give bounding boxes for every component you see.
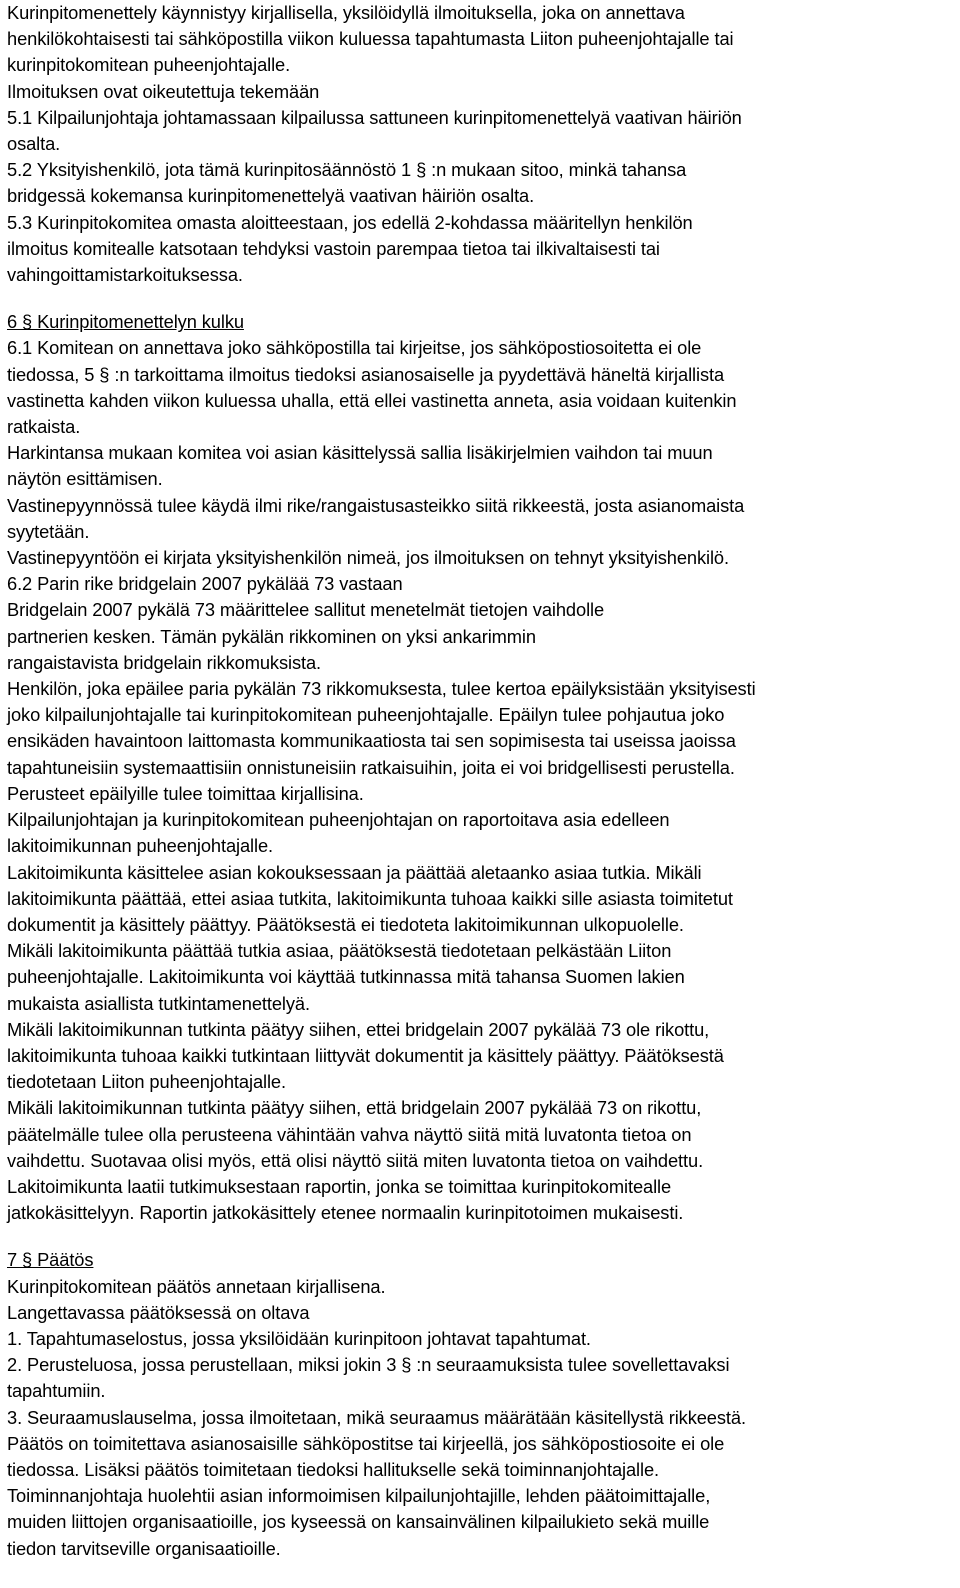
text-line: Henkilön, joka epäilee paria pykälän 73 rikkomuksesta, tulee kertoa epäilyksistään yksityisesti: [7, 678, 756, 700]
text-line: Ilmoituksen ovat oikeutettuja tekemään: [7, 80, 320, 102]
text-line: lakitoimikunnan puheenjohtajalle.: [7, 835, 274, 857]
text-line: Toiminnanjohtaja huolehtii asian informoimisen kilpailunjohtajille, lehden päätoimittajalle,: [7, 1485, 711, 1507]
text-line: mukaista asiallista tutkintamenettelyä.: [7, 992, 310, 1014]
text-line: Kurinpitokomitean päätös annetaan kirjallisena.: [7, 1275, 386, 1297]
text-line: 5.3 Kurinpitokomitea omasta aloitteestaan, jos edellä 2-kohdassa määritellyn henkilön: [7, 211, 693, 233]
text-line: 1. Tapahtumaselostus, jossa yksilöidään kurinpitoon johtavat tapahtumat.: [7, 1327, 591, 1349]
text-line: Lakitoimikunta laatii tutkimuksestaan raportin, jonka se toimittaa kurinpitokomitealle: [7, 1175, 672, 1197]
text-line: kurinpitokomitean puheenjohtajalle.: [7, 54, 291, 76]
text-line: Mikäli lakitoimikunnan tutkinta päätyy siihen, että bridgelain 2007 pykälää 73 on rikottu,: [7, 1097, 702, 1119]
section-6-text: [7, 335, 950, 1226]
text-line: muiden liittojen organisaatioille, jos kyseessä on kansainvälinen kilpailukieto sekä muille: [7, 1511, 710, 1533]
text-line: 6.1 Komitean on annettava joko sähköpostilla tai kirjeitse, jos sähköpostiosoitetta ei ole: [7, 337, 702, 359]
text-line: Langettavassa päätöksessä on oltava: [7, 1301, 310, 1323]
text-line: dokumentit ja käsittely päättyy. Päätöksestä ei tiedoteta lakitoimikunnan ulkopuolelle.: [7, 913, 684, 935]
text-line: Perusteet epäilyille tulee toimittaa kirjallisina.: [7, 782, 364, 804]
text-line: Kurinpitomenettely käynnistyy kirjallisella, yksilöidyllä ilmoituksella, joka on annettava: [7, 2, 685, 23]
text-line: vastinetta kahden viikon kuluessa uhalla, että ellei vastinetta anneta, asia voidaan kuitenkin: [7, 389, 737, 411]
text-line: tiedotetaan Liiton puheenjohtajalle.: [7, 1071, 286, 1093]
text-line: ilmoitus komitealle katsotaan tehdyksi vastoin parempaa tietoa tai ilkivaltaisesti tai: [7, 237, 660, 259]
text-line: tiedossa. Lisäksi päätös toimitetaan tiedoksi hallitukselle sekä toiminnanjohtajalle.: [7, 1458, 660, 1480]
text-line: tapahtuneisiin systemaattisiin onnistuneisiin ratkaisuihin, joita ei voi bridgellisesti perustella.: [7, 756, 735, 778]
section-7-text: [7, 1274, 950, 1562]
text-line: lakitoimikunta tuhoaa kaikki tutkintaan liittyvät dokumentit ja käsittely päättyy. Päätöksestä: [7, 1044, 724, 1066]
text-line: lakitoimikunta päättää, ettei asiaa tutkita, lakitoimikunta tuhoaa kaikki sille asiasta toimitetut: [7, 887, 733, 909]
text-line: Kilpailunjohtajan ja kurinpitokomitean puheenjohtajan on raportoitava asia edelleen: [7, 809, 670, 831]
text-line: syytetään.: [7, 520, 90, 542]
text-line: 3. Seuraamuslauselma, jossa ilmoitetaan, mikä seuraamus määrätään käsitellystä rikkeestä.: [7, 1406, 746, 1428]
text-line: 5.2 Yksityishenkilö, jota tämä kurinpitosäännöstö 1 § :n mukaan sitoo, minkä tahansa: [7, 159, 687, 181]
section-6-heading: 6 § Kurinpitomenettelyn kulku: [7, 311, 244, 333]
text-line: henkilökohtaisesti tai sähköpostilla viikon kuluessa tapahtumasta Liiton puheenjohtajalle tai: [7, 28, 734, 50]
text-line: Päätös on toimitettava asianosaisille sähköpostitse tai kirjeellä, jos sähköpostiosoite ei ole: [7, 1432, 725, 1454]
text-line: Bridgelain 2007 pykälä 73 määrittelee sallitut menetelmät tietojen vaihdolle: [7, 599, 605, 621]
text-line: Mikäli lakitoimikunnan tutkinta päätyy siihen, ettei bridgelain 2007 pykälää 73 ole rikottu,: [7, 1018, 710, 1040]
text-line: tapahtumiin.: [7, 1380, 106, 1402]
text-line: tiedossa, 5 § :n tarkoittama ilmoitus tiedoksi asianosaiselle ja pyydettävä häneltä kirjallista: [7, 363, 725, 385]
text-line: vahingoittamistarkoituksessa.: [7, 264, 243, 286]
text-line: ratkaista.: [7, 416, 81, 438]
text-line: joko kilpailunjohtajalle tai kurinpitokomitean puheenjohtajalle. Epäilyn tulee pohjautua joko: [7, 704, 725, 726]
text-line: tiedon tarvitseville organisaatioille.: [7, 1537, 281, 1559]
text-line: ensikäden havaintoon laittomasta kommunikaatiosta tai sen sopimisesta tai useissa jaoissa: [7, 730, 736, 752]
text-line: päätelmälle tulee olla perusteena vähintään vahva näyttö siitä mitä luvatonta tietoa on: [7, 1123, 692, 1145]
text-line: 2. Perusteluosa, jossa perustellaan, miksi jokin 3 § :n seuraamuksista tulee sovellettavaksi: [7, 1354, 730, 1376]
text-line: bridgessä kokemansa kurinpitomenettelyä vaativan häiriön osalta.: [7, 185, 535, 207]
section-7-heading: 7 § Päätös: [7, 1249, 94, 1271]
text-line: osalta.: [7, 133, 61, 155]
section-5-text: [7, 0, 950, 288]
text-line: vaihdettu. Suotavaa olisi myös, että olisi näyttö siitä miten luvatonta tietoa on vaihdettu.: [7, 1149, 704, 1171]
text-line: näytön esittämisen.: [7, 468, 163, 490]
text-line: rangaistavista bridgelain rikkomuksista.: [7, 651, 322, 673]
paragraph-gap: [7, 1226, 950, 1247]
text-line: 5.1 Kilpailunjohtaja johtamassaan kilpailussa sattuneen kurinpitomenettelyä vaativan häiriön: [7, 106, 742, 128]
text-line: Mikäli lakitoimikunta päättää tutkia asiaa, päätöksestä tiedotetaan pelkästään Liiton: [7, 940, 672, 962]
text-line: jatkokäsittelyyn. Raportin jatkokäsittely etenee normaalin kurinpitotoimen mukaisesti.: [7, 1202, 684, 1224]
text-line: Vastinepyyntöön ei kirjata yksityishenkilön nimeä, jos ilmoituksen on tehnyt yksityishenkilö.: [7, 547, 729, 569]
paragraph-gap: [7, 288, 950, 309]
text-line: Lakitoimikunta käsittelee asian kokouksessaan ja päättää aletaanko asiaa tutkia. Mikäli: [7, 861, 702, 883]
text-line: Harkintansa mukaan komitea voi asian käsittelyssä sallia lisäkirjelmien vaihdon tai muun: [7, 442, 713, 464]
text-line: partnerien kesken. Tämän pykälän rikkominen on yksi ankarimmin: [7, 625, 536, 647]
text-line: puheenjohtajalle. Lakitoimikunta voi käyttää tutkinnassa mitä tahansa Suomen lakien: [7, 966, 685, 988]
text-line: Vastinepyynnössä tulee käydä ilmi rike/rangaistusasteikko siitä rikkeestä, josta asianomaista: [7, 494, 745, 516]
text-line: 6.2 Parin rike bridgelain 2007 pykälää 73 vastaan: [7, 573, 403, 595]
